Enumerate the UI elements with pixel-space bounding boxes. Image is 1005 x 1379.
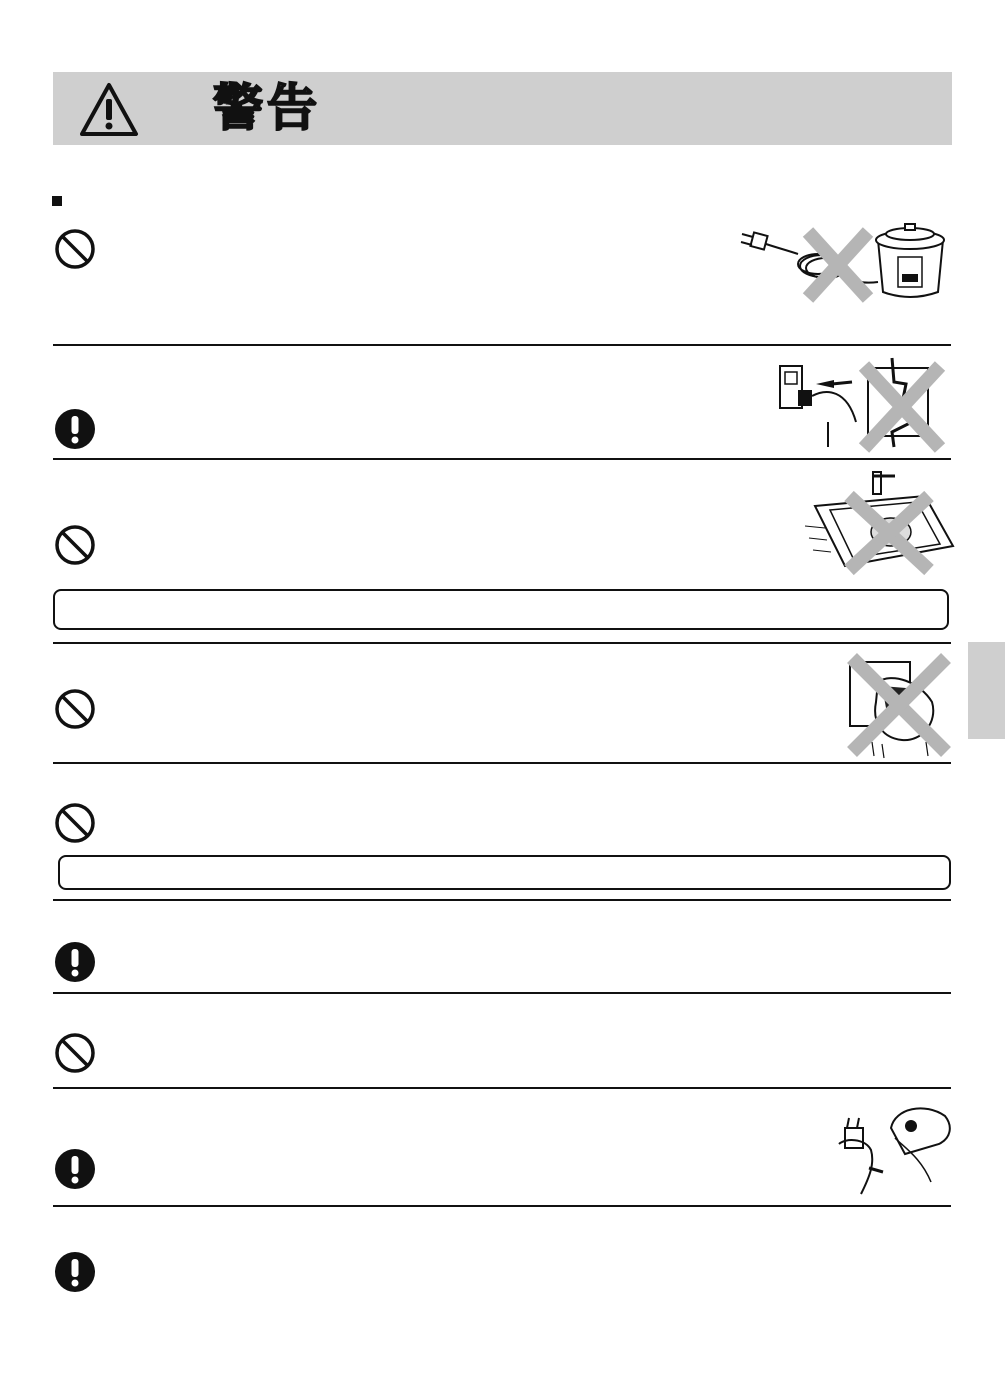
prohibition-icon [54,228,96,270]
prohibition-icon [54,1032,96,1074]
illustration-wiping-plug [835,1098,955,1198]
warning-banner [53,72,952,145]
section-bullet [52,196,62,206]
divider [53,899,951,901]
divider [53,762,951,764]
divider [53,1205,951,1207]
note-box [58,855,951,890]
warning-triangle-icon [79,82,139,137]
mandatory-icon [54,1148,96,1190]
divider [53,1087,951,1089]
prohibition-icon [54,524,96,566]
illustration-coiled-cord [738,212,953,304]
page-title: 警告 [213,79,321,137]
mandatory-icon [54,408,96,450]
divider [53,992,951,994]
mandatory-icon [54,1251,96,1293]
illustration-wet-hands [842,652,954,760]
prohibition-icon [54,802,96,844]
divider [53,458,951,460]
divider [53,642,951,644]
illustration-plug-insert [772,352,954,454]
divider [53,344,951,346]
note-box [53,589,949,630]
prohibition-icon [54,688,96,730]
chapter-side-tab [968,642,1005,739]
illustration-sink [805,466,955,578]
mandatory-icon [54,941,96,983]
